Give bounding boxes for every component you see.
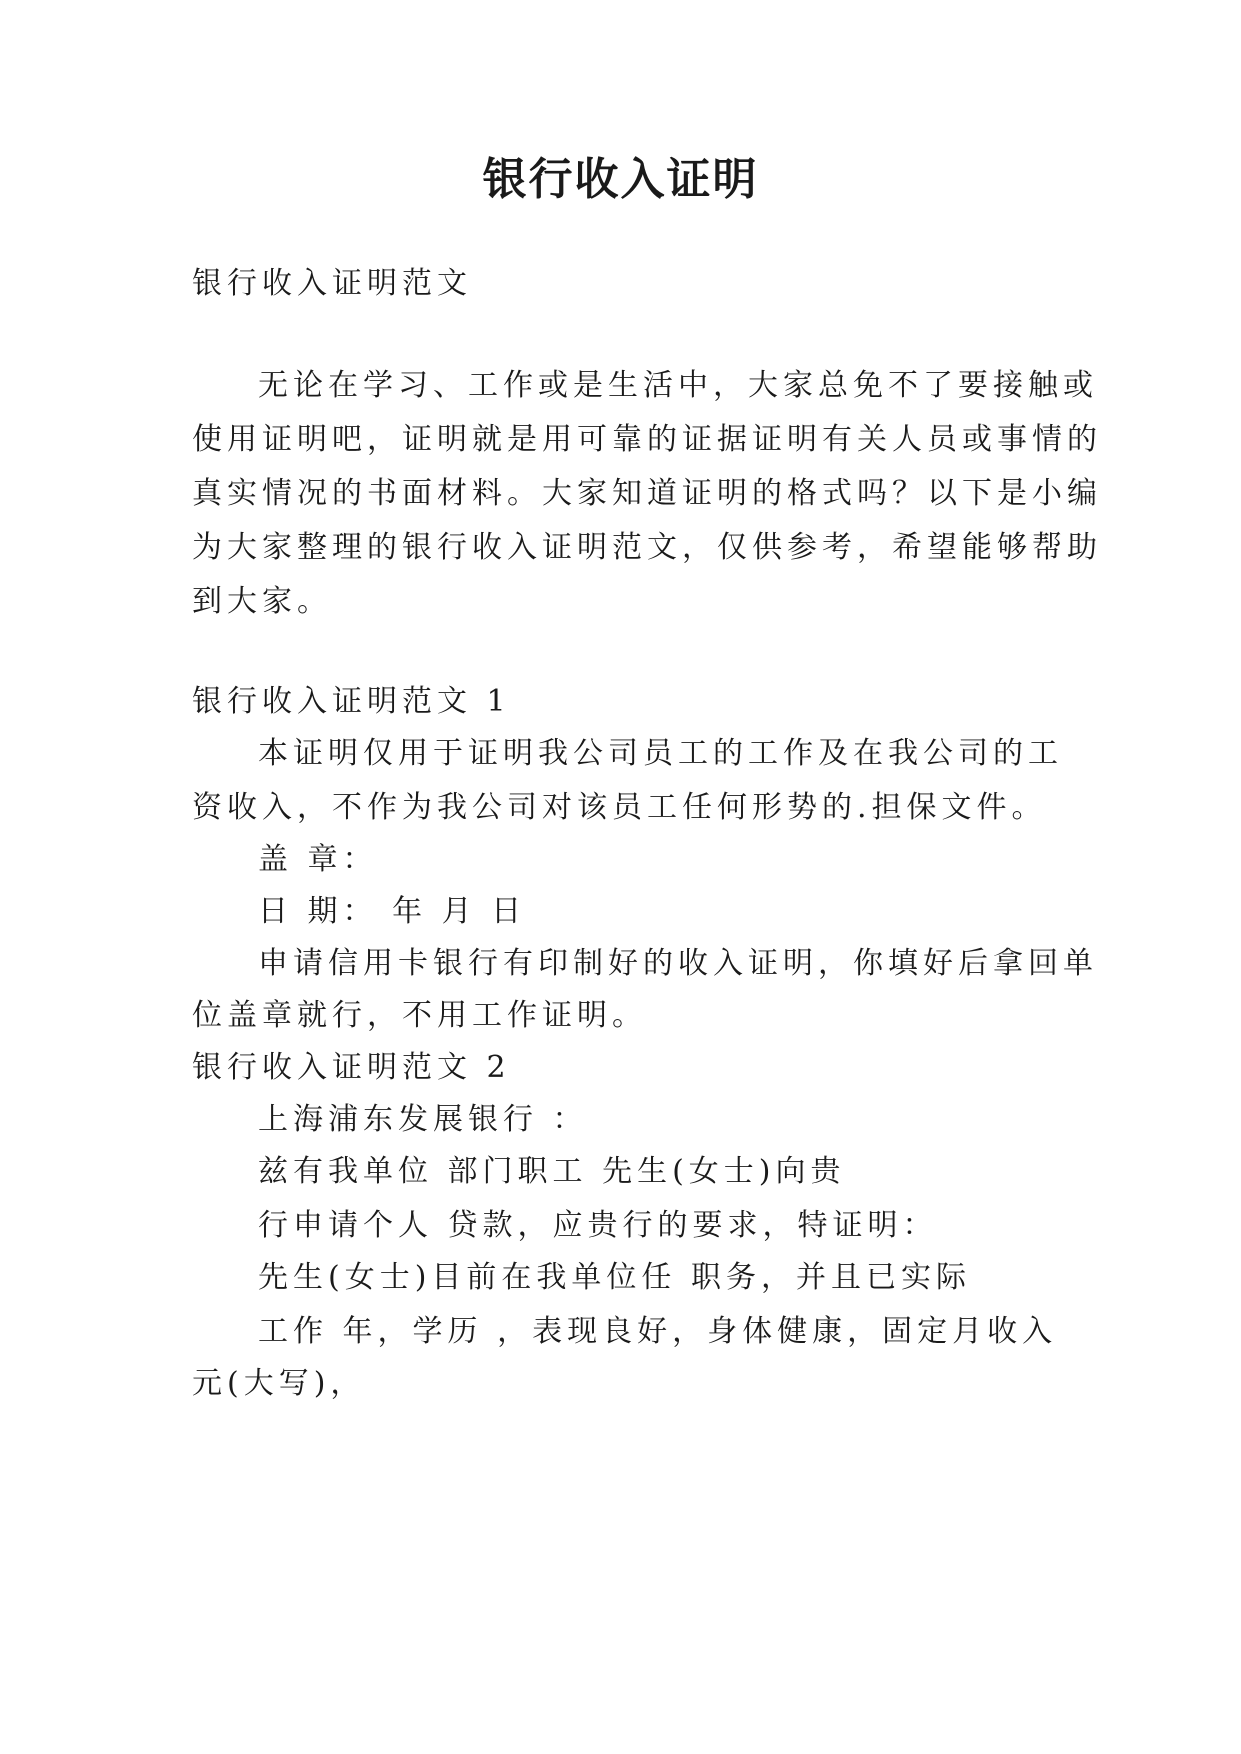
sample-1-line-6: 位盖章就行，不用工作证明。 bbox=[192, 998, 647, 1033]
sample-2-line-1: 上海浦东发展银行 ： bbox=[258, 1102, 588, 1137]
intro-line-3: 真实情况的书面材料。大家知道证明的格式吗？以下是小编 bbox=[192, 476, 1102, 511]
intro-line-5: 到大家。 bbox=[192, 584, 332, 619]
sample-2-heading: 银行收入证明范文 2 bbox=[192, 1050, 511, 1085]
section-heading: 银行收入证明范文 bbox=[192, 266, 472, 301]
sample-2-line-3: 行申请个人 贷款，应贵行的要求，特证明： bbox=[258, 1208, 938, 1243]
intro-line-4: 为大家整理的银行收入证明范文，仅供参考，希望能够帮助 bbox=[192, 530, 1102, 565]
sample-2-line-4: 先生(女士)目前在我单位任 职务，并且已实际 bbox=[258, 1260, 971, 1295]
intro-line-1: 无论在学习、工作或是生活中，大家总免不了要接触或 bbox=[258, 368, 1098, 403]
sample-1-heading: 银行收入证明范文 1 bbox=[192, 684, 511, 719]
sample-1-line-5: 申请信用卡银行有印制好的收入证明，你填好后拿回单 bbox=[258, 946, 1098, 981]
sample-1-line-2: 资收入，不作为我公司对该员工任何形势的.担保文件。 bbox=[192, 790, 1047, 825]
intro-line-2: 使用证明吧，证明就是用可靠的证据证明有关人员或事情的 bbox=[192, 422, 1102, 457]
sample-2-line-2: 兹有我单位 部门职工 先生(女士)向贵 bbox=[258, 1154, 846, 1189]
document-title: 银行收入证明 bbox=[482, 154, 759, 205]
seal-line: 盖 章： bbox=[258, 842, 378, 877]
date-line: 日 期： 年 月 日 bbox=[258, 894, 527, 929]
sample-2-line-5: 工作 年，学历 ，表现良好，身体健康，固定月收入 bbox=[258, 1314, 1058, 1349]
sample-2-line-6: 元(大写)， bbox=[192, 1366, 366, 1401]
sample-1-line-1: 本证明仅用于证明我公司员工的工作及在我公司的工 bbox=[258, 736, 1063, 771]
